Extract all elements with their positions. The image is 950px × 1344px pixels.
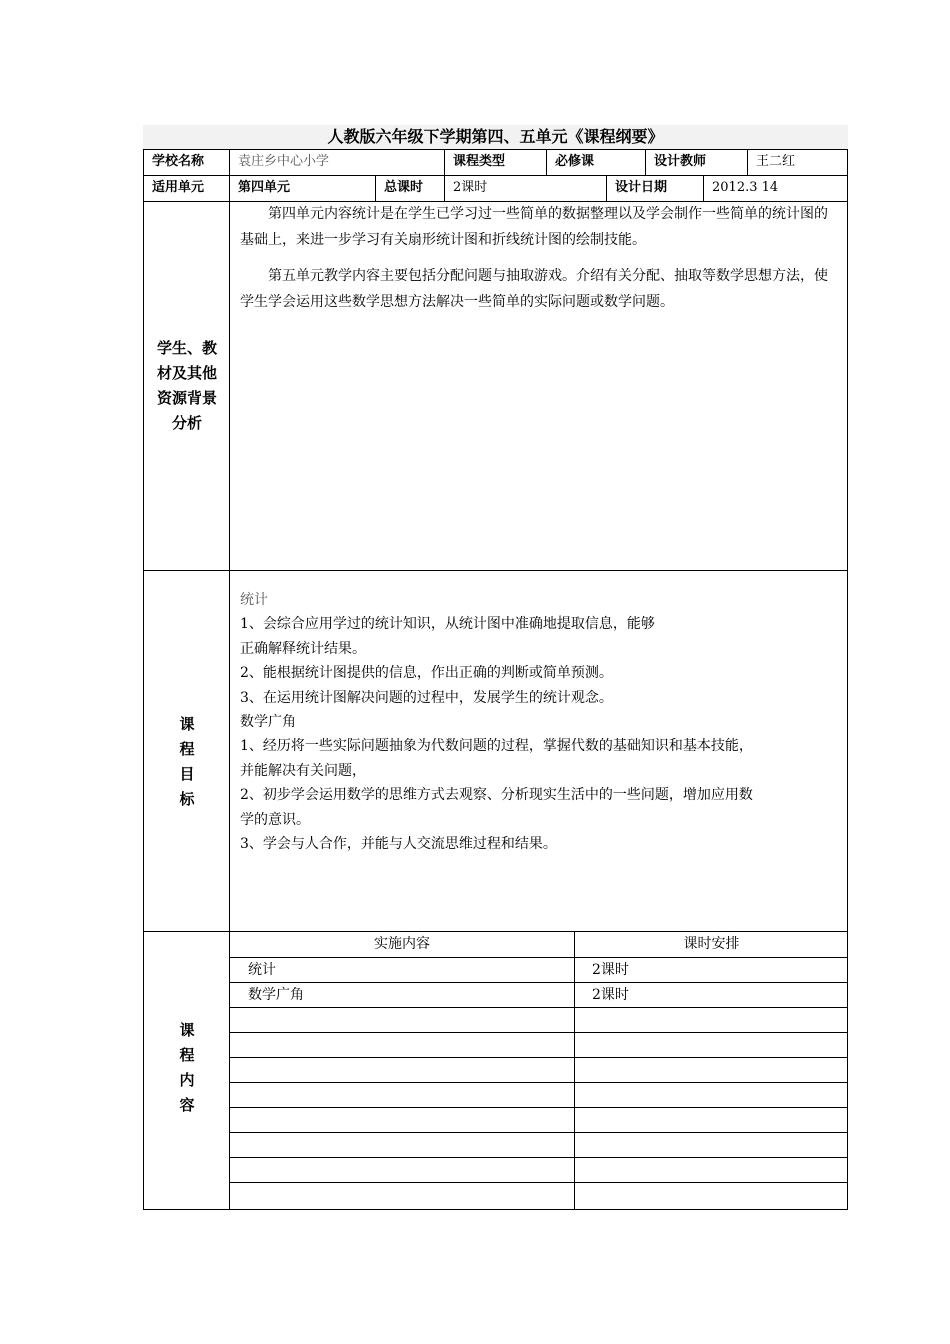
design-teacher-value: 王二红 bbox=[756, 154, 796, 169]
background-paragraph: 第四单元内容统计是在学生已学习过一些简单的数据整理以及学会制作一些简单的统计图的基础上，来进一步学习有关扇形统计图和折线统计图的绘制技能。 bbox=[240, 206, 828, 248]
goal-line: 正确解释统计结果。 bbox=[240, 640, 366, 657]
design-date-label: 设计日期 bbox=[615, 180, 668, 195]
table-row: 2课时 bbox=[592, 962, 629, 978]
design-teacher-label: 设计教师 bbox=[654, 154, 707, 169]
content-header-schedule: 课时安排 bbox=[683, 936, 740, 952]
course-goals-text bbox=[240, 588, 845, 856]
table-row: 统计 bbox=[248, 962, 276, 978]
course-content-label: 课 程 内 容 bbox=[179, 1021, 195, 1114]
page-title: 人教版六年级下学期第四、五单元《课程纲要》 bbox=[143, 125, 848, 149]
school-name-value: 袁庄乡中心小学 bbox=[238, 154, 330, 169]
table-row: 2课时 bbox=[592, 987, 629, 1003]
school-name-label: 学校名称 bbox=[152, 154, 205, 169]
unit-label: 适用单元 bbox=[152, 180, 205, 195]
course-type-value: 必修课 bbox=[555, 154, 595, 169]
goal-line: 1、经历将一些实际问题抽象为代数问题的过程，掌握代数的基础知识和基本技能， bbox=[240, 738, 753, 755]
total-hours-label: 总课时 bbox=[384, 180, 424, 195]
goal-line: 3、学会与人合作，并能与人交流思维过程和结果。 bbox=[240, 836, 557, 853]
background-paragraph: 第五单元教学内容主要包括分配问题与抽取游戏。介绍有关分配、抽取等数学思想方法，使学生学会运用这些数学思想方法解决一些简单的实际问题或数学问题。 bbox=[240, 268, 828, 310]
goal-line: 1、会综合应用学过的统计知识，从统计图中准确地提取信息，能够 bbox=[240, 616, 655, 633]
goal-heading: 数学广角 bbox=[240, 714, 296, 731]
goal-line: 2、初步学会运用数学的思维方式去观察、分析现实生活中的一些问题，增加应用数 bbox=[240, 787, 753, 804]
background-analysis-label: 学生、教 材及其他 资源背景 分析 bbox=[156, 339, 217, 432]
goal-line: 学的意识。 bbox=[240, 811, 310, 828]
goal-line: 并能解决有关问题， bbox=[240, 762, 366, 779]
unit-value: 第四单元 bbox=[238, 180, 291, 195]
course-type-label: 课程类型 bbox=[453, 154, 506, 169]
content-header-implementation: 实施内容 bbox=[374, 936, 430, 952]
goal-heading: 统计 bbox=[240, 592, 268, 608]
course-goals-label: 课 程 目 标 bbox=[179, 715, 195, 808]
goal-line: 2、能根据统计图提供的信息，作出正确的判断或简单预测。 bbox=[240, 665, 613, 682]
table-row: 数学广角 bbox=[248, 987, 304, 1003]
design-date-value: 2012.3 14 bbox=[712, 180, 779, 195]
total-hours-value: 2课时 bbox=[453, 180, 488, 195]
goal-line: 3、在运用统计图解决问题的过程中，发展学生的统计观念。 bbox=[240, 689, 613, 706]
